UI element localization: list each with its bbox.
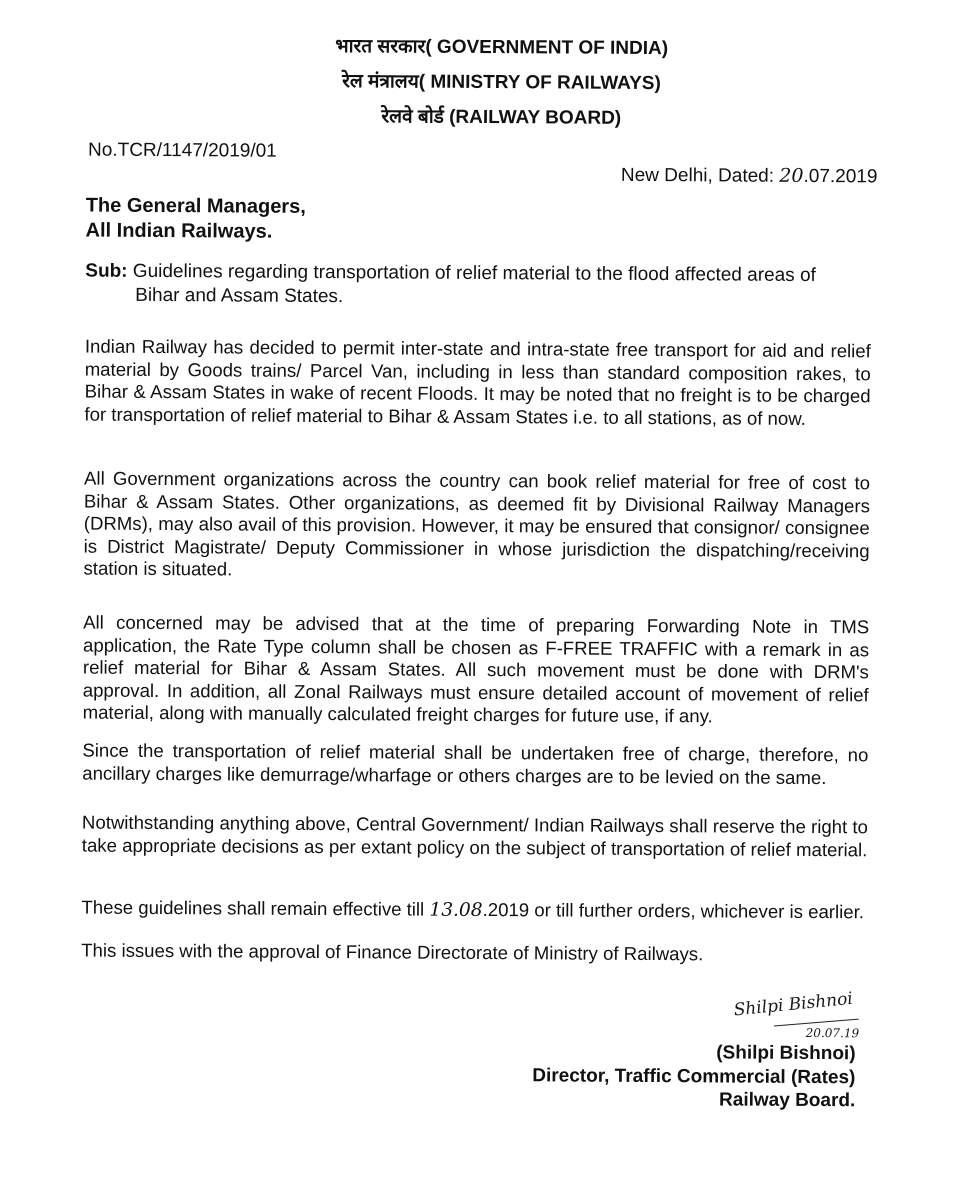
signatory-name: (Shilpi Bishnoi) (716, 1042, 856, 1065)
subject (85, 260, 869, 313)
dateline-printed: .07.2019 (803, 165, 878, 188)
letterhead-government: भारत सरकार( GOVERNMENT OF INDIA) (335, 36, 669, 60)
addressee-line-1: The General Managers, (85, 194, 306, 218)
letterhead-board: रेलवे बोर्ड (RAILWAY BOARD) (381, 106, 622, 129)
body-paragraph-6 (81, 897, 867, 925)
subject-label: Sub: (85, 260, 128, 282)
addressee (86, 194, 306, 245)
body-paragraph-5: Notwithstanding anything above, Central Government/ Indian Railways shall reserve the right to take appropriate decisions as per extant policy on the subject of transportation of relief material. (81, 811, 869, 860)
signatory-designation: Director, Traffic Commercial (Rates) (532, 1064, 856, 1088)
body-paragraph-2: All Government organizations across the country can book relief material for free of cost to Bihar & Assam States. Other organizations, as deemed fit by Divisional Railway Managers (DRMs), may also avail of this provision. However, it may be ensured that consignor/ consignee is District Magistrate/ Deputy Commissioner in whose jurisdiction the dispatching/receiving station is situated. (83, 467, 871, 580)
body-paragraph-1: Indian Railway has decided to permit inter-state and intra-state free transport for aid and relief material by Goods trains/ Parcel Van, including in less than standard composition rakes, to Bihar & Assam States in wake of recent Floods. It may be noted that no freight is to be charged for transportation of relief material to Bihar & Assam States i.e. to all stations, as of now. (84, 335, 871, 429)
signatory-office: Railway Board. (719, 1089, 856, 1112)
validity-text-before: These guidelines shall remain effective till (81, 896, 430, 920)
body-paragraph-7: This issues with the approval of Finance Directorate of Ministry of Railways. (81, 939, 704, 965)
subject-line-1: Guidelines regarding transportation of relief material to the flood affected areas of (127, 260, 816, 287)
addressee-line-2: All Indian Railways. (85, 219, 273, 243)
body-paragraph-4: Since the transportation of relief material shall be undertaken free of charge, therefore, no ancillary charges like demurrage/wharfage or others charges are to be levied on the same. (82, 739, 869, 788)
letterhead-ministry: रेल मंत्रालय( MINISTRY OF RAILWAYS) (342, 71, 661, 95)
subject-line-2: Bihar and Assam States. (135, 284, 344, 308)
signoff-block (532, 1040, 856, 1112)
reference-number: No.TCR/1147/2019/01 (88, 139, 277, 162)
letterhead (0, 27, 974, 138)
body-paragraph-3: All concerned may be advised that at the time of preparing Forwarding Note in TMS application, the Rate Type column shall be chosen as F-FREE TRAFFIC with a remark in as relief material for Bihar & Assam States. All such movement must be done with DRM's approval. In addition, all Zonal Railways must ensure detailed account of movement of relief material, along with manually calculated freight charges for future use, if any. (82, 611, 870, 727)
handwritten-signature (732, 988, 860, 1043)
signature-name: Shilpi Bishnoi (732, 988, 854, 1021)
dateline (621, 164, 878, 189)
dateline-handwritten-day: 20 (779, 164, 804, 187)
validity-handwritten-date: 13.08 (429, 899, 483, 921)
dateline-prefix: New Delhi, Dated: (620, 164, 780, 187)
validity-text-after: .2019 or till further orders, whichever is earlier. (482, 898, 865, 923)
signature-date: 20.07.19 (805, 1025, 860, 1041)
